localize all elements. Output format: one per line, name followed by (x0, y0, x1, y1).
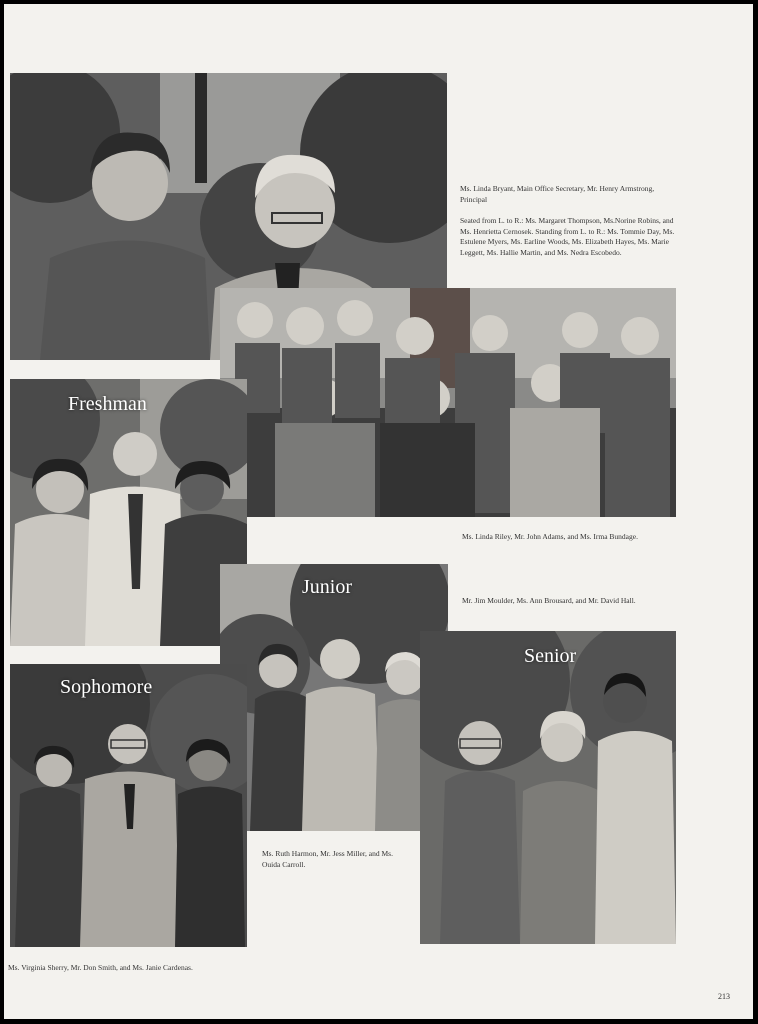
caption-office: Ms. Linda Bryant, Main Office Secretary, Mr. Henry Armstrong, Principal (460, 184, 655, 204)
senior-label: Senior (524, 645, 577, 667)
sophomore-label: Sophomore (60, 676, 153, 698)
caption-office-staff: Seated from L. to R.: Ms. Margaret Thompson, Ms.Norine Robins, and Ms. Henrietta Cernosek. Standing from L. to R.: Ms. Tommie Day, Ms. Estulene Myers, Ms. Earline Woods, Ms. Elizabeth Hayes, Ms. Marie Leggett, Ms. Hallie Martin, and Ms. Nedra Escobedo. (460, 216, 675, 257)
photo-junior-counselors (220, 564, 448, 831)
page-number: 213 (718, 992, 730, 1001)
caption-senior: Mr. Jim Moulder, Ms. Ann Brousard, and Mr. David Hall. (462, 596, 636, 605)
photo-senior-counselors (420, 631, 676, 944)
junior-label: Junior (302, 576, 352, 598)
photo-sophomore-counselors (10, 664, 247, 947)
caption-junior: Ms. Ruth Harmon, Mr. Jess Miller, and Ms. Ouida Carroll. (262, 849, 393, 869)
photo-office-staff (220, 288, 676, 517)
freshman-label: Freshman (68, 393, 147, 415)
yearbook-page (4, 4, 753, 1019)
caption-sophomore: Ms. Virginia Sherry, Mr. Don Smith, and Ms. Janie Cardenas. (8, 963, 193, 972)
caption-freshman: Ms. Linda Riley, Mr. John Adams, and Ms. Irma Bundage. (462, 532, 638, 541)
photo-freshman-counselors (10, 379, 247, 646)
